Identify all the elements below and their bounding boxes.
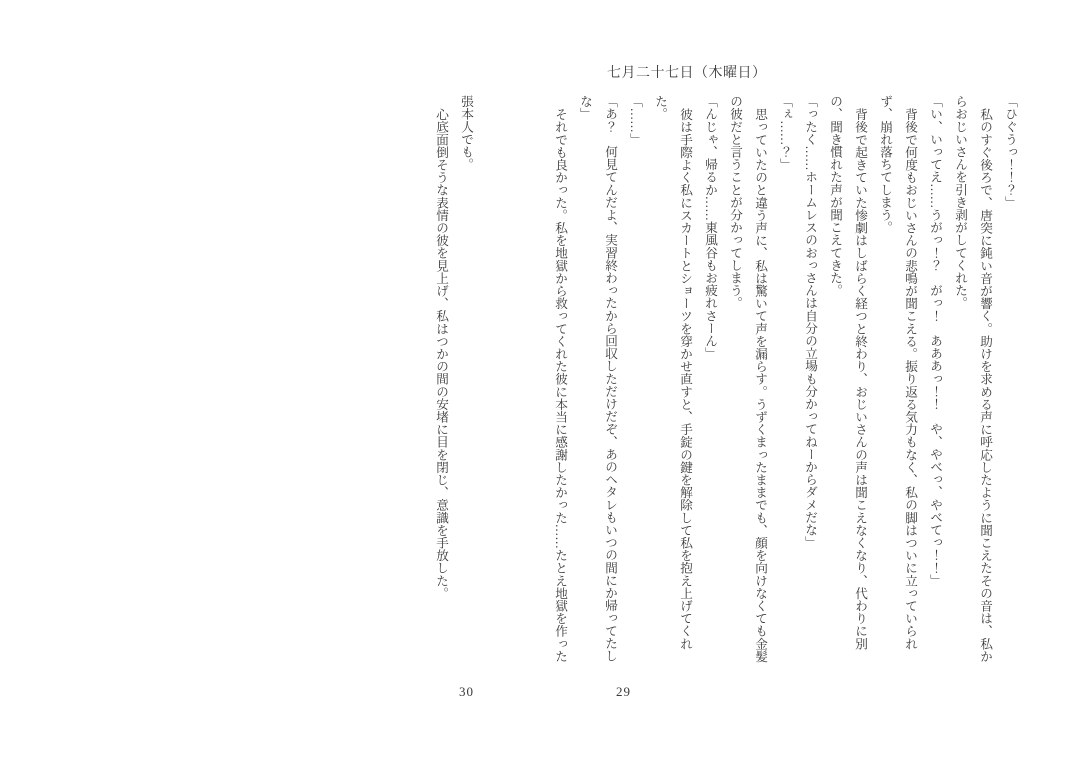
- paragraph: 心底面倒そうな表情の彼を見上げ、私はつかの間の安堵に目を閉じ、意識を手放した。: [434, 107, 448, 599]
- paragraph: 「い、いってえ……うがっ！？ がっ！ あああっ！！ や、やべっ、やべてっ！！」: [928, 95, 942, 587]
- page-number-29: 29: [616, 684, 631, 699]
- paragraph: 彼は手際よく私にスカートとショーツを穿かせ直すと、手錠の鍵を解除して私を抱え上げてくれた。: [653, 95, 692, 650]
- paragraph: それでも良かった。私を地獄から救ってくれた彼に本当に感謝したかった……たとえ地獄を作った: [553, 107, 567, 662]
- paragraph: 思っていたのと違う声に、私は驚いて声を漏らす。うずくまったままでも、顔を向けなくても金髪の彼だと言うことが分かってしまう。: [728, 95, 767, 662]
- paragraph: 「あ？ 何見てんだよ、実習終わったから回収しただけだぞ、あのヘタレもいつの間にか帰ってたしな」: [578, 95, 617, 662]
- paragraph: 背後で何度もおじいさんの悲鳴が聞こえる。振り返る気力もなく、私の脚はついに立っていられず、崩れ落ちてしまう。: [878, 95, 917, 650]
- paragraph: 背後で起きていた惨劇はしばらく経つと終わり、おじいさんの声は聞こえなくなり、代わりに別の、聞き慣れた声が聞こえてきた。: [828, 95, 867, 650]
- page-30-text-block: [54, 95, 478, 662]
- paragraph: 「ったく……ホームレスのおっさんは自分の立場も分かってねーからダメだな」: [803, 95, 817, 549]
- running-header-date: 七月二十七日（木曜日）: [607, 66, 767, 81]
- paragraph: 「ひぐうっ！！？」: [1003, 95, 1017, 209]
- paragraph: 「んじゃ、帰るか……東風谷もお疲れさーん」: [703, 95, 717, 360]
- paragraph: 私のすぐ後ろで、唐突に鈍い音が響く。助けを求める声に呼応したように聞こえたその音は、私からおじいさんを引き剥がしてくれた。: [953, 95, 992, 662]
- paragraph: 張本人でも。: [459, 95, 473, 171]
- page-29-text-block: [522, 95, 1022, 662]
- paragraph: 「ぇ……？」: [778, 95, 792, 171]
- paragraph: 「……」: [628, 95, 642, 146]
- page-number-30: 30: [459, 684, 474, 699]
